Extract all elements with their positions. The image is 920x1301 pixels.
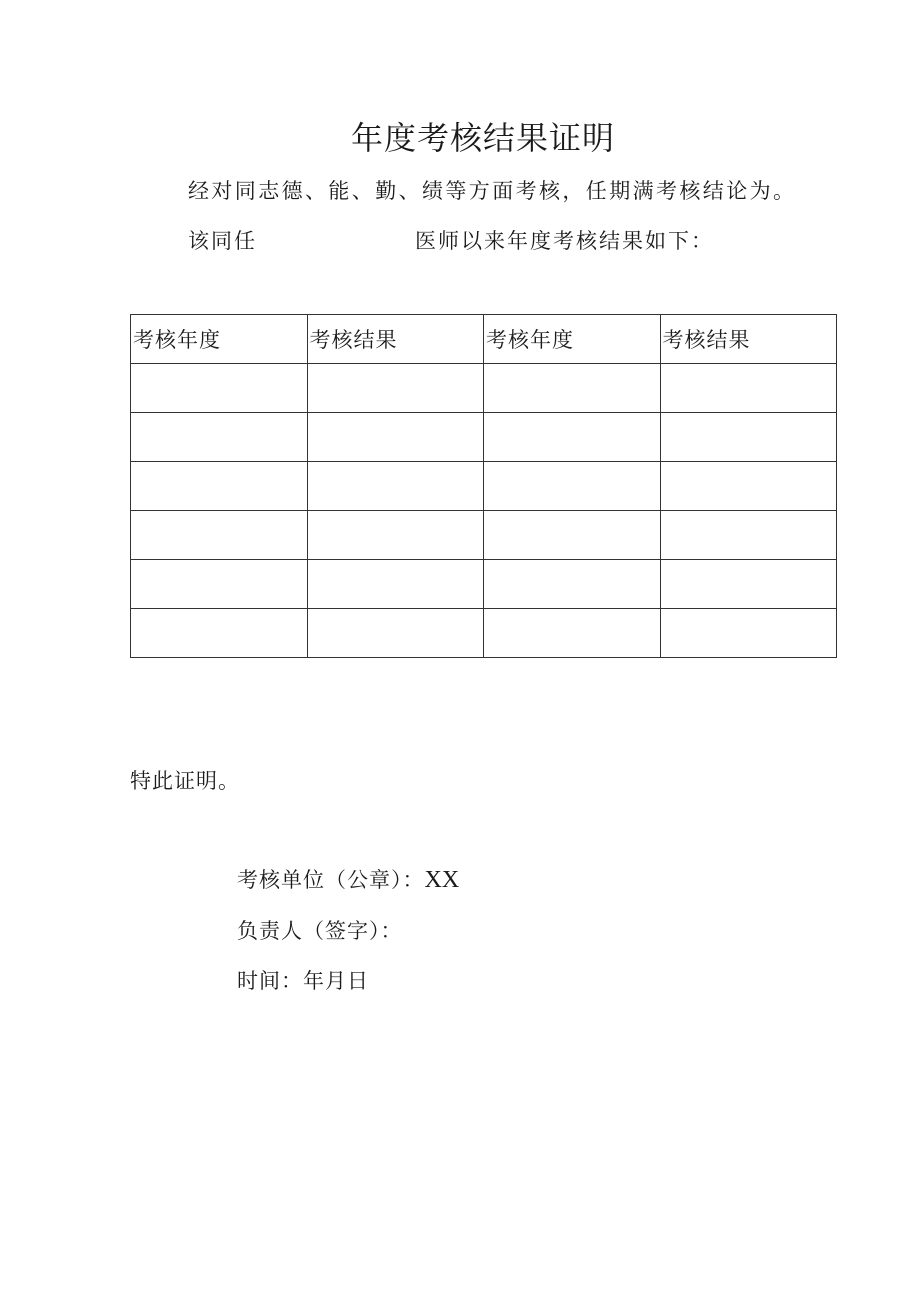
table-cell: [307, 560, 484, 609]
table-cell: [131, 511, 308, 560]
table-row: [131, 364, 837, 413]
intro-line-1: 经对同志德、能、勤、绩等方面考核，任期满考核结论为。: [188, 179, 797, 203]
table-row: [131, 413, 837, 462]
table-cell: [307, 413, 484, 462]
table-cell: [307, 609, 484, 658]
signature-date: 时间：年月日: [237, 969, 369, 993]
assessment-table: [130, 314, 837, 658]
table-row: [131, 560, 837, 609]
document-title: 年度考核结果证明: [350, 119, 615, 157]
table-cell: [660, 560, 837, 609]
intro-line-2-suffix: 医师以来年度考核结果如下：: [415, 229, 714, 253]
table-cell: [131, 462, 308, 511]
table-cell: [660, 462, 837, 511]
table-cell: [484, 511, 661, 560]
intro-line-2: [188, 226, 714, 256]
table-header-row: [131, 315, 837, 364]
header-cell: 考核结果: [307, 315, 484, 364]
signature-unit: [237, 865, 459, 895]
closing-statement: 特此证明。: [130, 769, 240, 793]
table-cell: [307, 364, 484, 413]
header-cell: 考核结果: [660, 315, 837, 364]
table-cell: [660, 364, 837, 413]
table-cell: [484, 364, 661, 413]
table-cell: [484, 462, 661, 511]
table-cell: [660, 413, 837, 462]
unit-value: XX: [424, 867, 460, 893]
table-row: [131, 511, 837, 560]
table-cell: [660, 511, 837, 560]
table-cell: [131, 364, 308, 413]
header-cell: 考核年度: [131, 315, 308, 364]
table-cell: [307, 511, 484, 560]
table-cell: [660, 609, 837, 658]
table-cell: [307, 462, 484, 511]
table-row: [131, 609, 837, 658]
header-cell: 考核年度: [484, 315, 661, 364]
table-cell: [131, 413, 308, 462]
intro-line-2-prefix: 该同任: [188, 229, 257, 253]
table-row: [131, 462, 837, 511]
signature-person: 负责人（签字）：: [237, 919, 403, 943]
unit-label: 考核单位（公章）：: [237, 868, 425, 892]
table-cell: [131, 560, 308, 609]
table-cell: [484, 560, 661, 609]
table-cell: [131, 609, 308, 658]
table-cell: [484, 609, 661, 658]
table-cell: [484, 413, 661, 462]
